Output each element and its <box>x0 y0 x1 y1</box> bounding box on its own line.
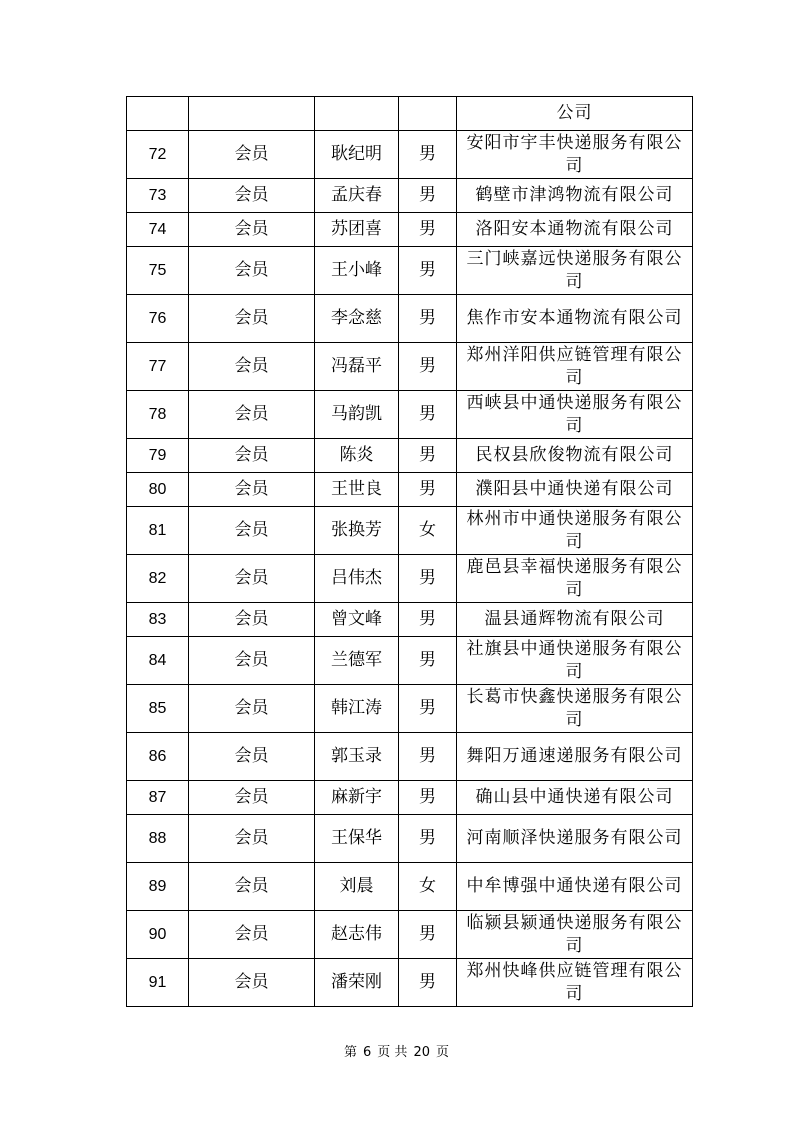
member-role: 会员 <box>189 473 315 507</box>
page-footer <box>0 1041 793 1060</box>
member-name <box>315 97 399 131</box>
member-name: 郭玉录 <box>315 733 399 781</box>
member-role: 会员 <box>189 685 315 733</box>
table-row <box>127 911 693 959</box>
row-number <box>127 97 189 131</box>
member-company: 临颍县颍通快递服务有限公司 <box>457 911 693 959</box>
member-company: 民权县欣俊物流有限公司 <box>457 439 693 473</box>
member-gender: 男 <box>399 439 457 473</box>
member-gender: 男 <box>399 685 457 733</box>
member-role: 会员 <box>189 179 315 213</box>
member-company: 舞阳万通速递服务有限公司 <box>457 733 693 781</box>
member-name: 马韵凯 <box>315 391 399 439</box>
member-gender: 男 <box>399 733 457 781</box>
row-number: 89 <box>127 863 189 911</box>
table-row <box>127 213 693 247</box>
member-name: 麻新宇 <box>315 781 399 815</box>
row-number: 77 <box>127 343 189 391</box>
member-name: 韩江涛 <box>315 685 399 733</box>
member-name: 陈炎 <box>315 439 399 473</box>
member-role: 会员 <box>189 959 315 1007</box>
member-name: 潘荣刚 <box>315 959 399 1007</box>
member-gender <box>399 97 457 131</box>
table-row <box>127 507 693 555</box>
member-name: 刘晨 <box>315 863 399 911</box>
table-row <box>127 131 693 179</box>
row-number: 91 <box>127 959 189 1007</box>
member-role: 会员 <box>189 555 315 603</box>
page-mid: 页 共 <box>377 1045 408 1060</box>
table-row <box>127 815 693 863</box>
row-number: 90 <box>127 911 189 959</box>
row-number: 74 <box>127 213 189 247</box>
member-table <box>126 96 693 1007</box>
member-role: 会员 <box>189 247 315 295</box>
member-gender: 男 <box>399 213 457 247</box>
table-row <box>127 343 693 391</box>
row-number: 85 <box>127 685 189 733</box>
table-row <box>127 97 693 131</box>
table-row <box>127 247 693 295</box>
member-role: 会员 <box>189 391 315 439</box>
table-row <box>127 733 693 781</box>
member-role: 会员 <box>189 439 315 473</box>
member-role: 会员 <box>189 295 315 343</box>
member-company: 郑州快峰供应链管理有限公司 <box>457 959 693 1007</box>
row-number: 86 <box>127 733 189 781</box>
member-name: 吕伟杰 <box>315 555 399 603</box>
row-number: 87 <box>127 781 189 815</box>
member-gender: 男 <box>399 555 457 603</box>
page-suffix: 页 <box>435 1045 449 1060</box>
member-company: 公司 <box>457 97 693 131</box>
table-row <box>127 439 693 473</box>
page-current: 6 <box>363 1045 372 1060</box>
member-company: 三门峡嘉远快递服务有限公司 <box>457 247 693 295</box>
member-company: 温县通辉物流有限公司 <box>457 603 693 637</box>
table-row <box>127 295 693 343</box>
member-company: 林州市中通快递服务有限公司 <box>457 507 693 555</box>
member-company: 确山县中通快递有限公司 <box>457 781 693 815</box>
member-company: 社旗县中通快递服务有限公司 <box>457 637 693 685</box>
table-row <box>127 637 693 685</box>
member-company: 安阳市宇丰快递服务有限公司 <box>457 131 693 179</box>
member-name: 耿纪明 <box>315 131 399 179</box>
member-name: 李念慈 <box>315 295 399 343</box>
row-number: 75 <box>127 247 189 295</box>
table-row <box>127 603 693 637</box>
row-number: 72 <box>127 131 189 179</box>
member-role: 会员 <box>189 781 315 815</box>
row-number: 73 <box>127 179 189 213</box>
member-role: 会员 <box>189 733 315 781</box>
member-gender: 男 <box>399 131 457 179</box>
member-name: 兰德军 <box>315 637 399 685</box>
member-gender: 男 <box>399 179 457 213</box>
row-number: 78 <box>127 391 189 439</box>
member-gender: 男 <box>399 603 457 637</box>
member-role: 会员 <box>189 131 315 179</box>
member-company: 郑州洋阳供应链管理有限公司 <box>457 343 693 391</box>
member-gender: 男 <box>399 391 457 439</box>
member-gender: 男 <box>399 637 457 685</box>
member-name: 冯磊平 <box>315 343 399 391</box>
page-total: 20 <box>413 1045 430 1060</box>
member-role: 会员 <box>189 637 315 685</box>
member-role: 会员 <box>189 863 315 911</box>
member-company: 洛阳安本通物流有限公司 <box>457 213 693 247</box>
row-number: 84 <box>127 637 189 685</box>
member-name: 张换芳 <box>315 507 399 555</box>
member-name: 曾文峰 <box>315 603 399 637</box>
member-company: 河南顺泽快递服务有限公司 <box>457 815 693 863</box>
member-name: 赵志伟 <box>315 911 399 959</box>
member-company: 濮阳县中通快递有限公司 <box>457 473 693 507</box>
row-number: 82 <box>127 555 189 603</box>
member-name: 王世良 <box>315 473 399 507</box>
member-role <box>189 97 315 131</box>
table-row <box>127 179 693 213</box>
table-row <box>127 959 693 1007</box>
member-role: 会员 <box>189 343 315 391</box>
member-gender: 男 <box>399 781 457 815</box>
table-row <box>127 863 693 911</box>
table-row <box>127 781 693 815</box>
member-gender: 男 <box>399 473 457 507</box>
member-role: 会员 <box>189 507 315 555</box>
row-number: 81 <box>127 507 189 555</box>
row-number: 83 <box>127 603 189 637</box>
table-row <box>127 473 693 507</box>
member-role: 会员 <box>189 213 315 247</box>
table-row <box>127 685 693 733</box>
table-row <box>127 555 693 603</box>
member-role: 会员 <box>189 603 315 637</box>
row-number: 76 <box>127 295 189 343</box>
table-row <box>127 391 693 439</box>
member-gender: 男 <box>399 247 457 295</box>
row-number: 79 <box>127 439 189 473</box>
member-gender: 男 <box>399 911 457 959</box>
row-number: 88 <box>127 815 189 863</box>
member-company: 长葛市快鑫快递服务有限公司 <box>457 685 693 733</box>
member-company: 西峡县中通快递服务有限公司 <box>457 391 693 439</box>
row-number: 80 <box>127 473 189 507</box>
member-company: 焦作市安本通物流有限公司 <box>457 295 693 343</box>
member-gender: 女 <box>399 507 457 555</box>
member-company: 中牟博强中通快递有限公司 <box>457 863 693 911</box>
member-gender: 男 <box>399 959 457 1007</box>
member-gender: 男 <box>399 343 457 391</box>
member-gender: 男 <box>399 815 457 863</box>
member-gender: 女 <box>399 863 457 911</box>
member-name: 王保华 <box>315 815 399 863</box>
member-name: 苏团喜 <box>315 213 399 247</box>
member-role: 会员 <box>189 815 315 863</box>
member-name: 孟庆春 <box>315 179 399 213</box>
page-label: 第 <box>344 1045 358 1060</box>
member-company: 鹿邑县幸福快递服务有限公司 <box>457 555 693 603</box>
member-role: 会员 <box>189 911 315 959</box>
member-name: 王小峰 <box>315 247 399 295</box>
member-gender: 男 <box>399 295 457 343</box>
member-company: 鹤壁市津鸿物流有限公司 <box>457 179 693 213</box>
